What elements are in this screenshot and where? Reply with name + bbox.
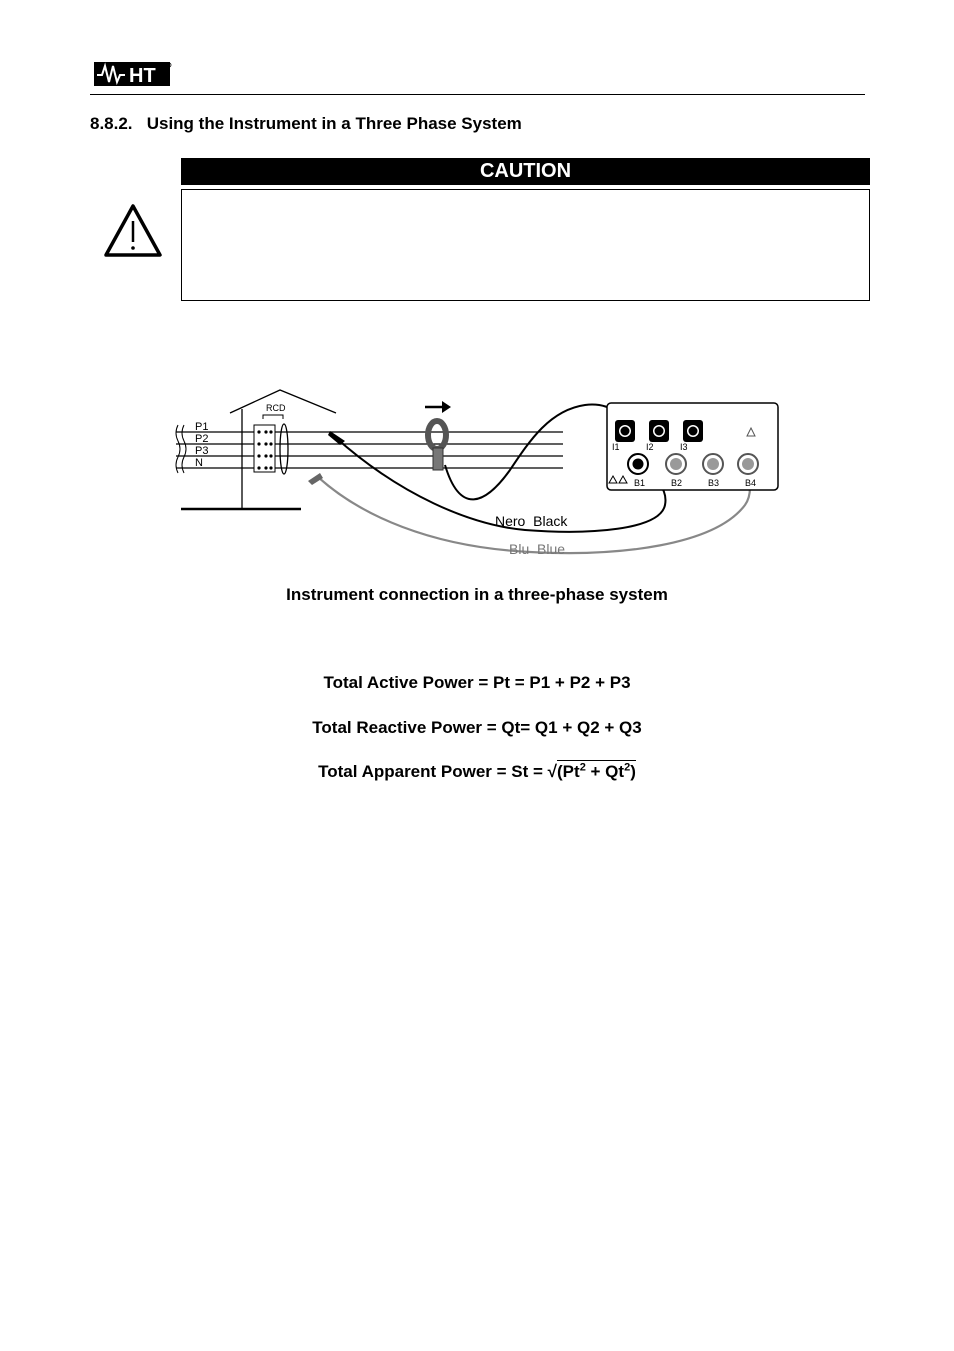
line-label-p1: P1	[195, 421, 209, 433]
clamp-cable	[445, 404, 618, 499]
clamp-input-i3: I3	[680, 442, 688, 452]
ht-logo	[93, 61, 173, 87]
terminal-b3: B3	[708, 478, 720, 488]
terminal-b2: B2	[671, 478, 683, 488]
section-heading	[90, 114, 522, 134]
conductors	[176, 432, 563, 468]
terminal-b1: B1	[634, 478, 646, 488]
apparent-prefix: Total Apparent Power = St =	[318, 762, 548, 781]
exponent-2: 2	[624, 761, 631, 774]
figure-caption: Instrument connection in a three-phase system	[286, 585, 668, 604]
line-label-p2: P2	[195, 433, 209, 445]
connection-diagram	[170, 385, 790, 570]
rcd-device	[254, 403, 288, 474]
black-lead-label: Nero Black	[495, 513, 568, 529]
instrument-panel	[607, 403, 778, 490]
warning-triangle-icon	[103, 203, 163, 259]
section-title: Using the Instrument in a Three Phase System	[146, 114, 522, 133]
formula-apparent-power	[0, 762, 954, 782]
blue-lead-label: Blu Blue	[509, 541, 566, 557]
caution-box	[181, 189, 870, 301]
sqrt-symbol: √	[547, 762, 558, 781]
line-label-n: N	[195, 457, 203, 469]
exponent-1: 2	[579, 761, 586, 774]
logo-text: HT	[129, 65, 156, 87]
rcd-label: RCD	[266, 403, 286, 413]
clamp-input-i1: I1	[612, 442, 620, 452]
caution-banner: CAUTION	[181, 158, 870, 185]
terminal-b4: B4	[745, 478, 757, 488]
current-clamp	[425, 401, 451, 470]
clamp-input-i2: I2	[646, 442, 654, 452]
formula-active-power: Total Active Power = Pt = P1 + P2 + P3	[323, 673, 631, 692]
formula-reactive-power: Total Reactive Power = Qt= Q1 + Q2 + Q3	[312, 718, 642, 737]
radicand-open: (Pt	[557, 762, 580, 781]
line-label-p3: P3	[195, 445, 209, 457]
radicand-mid: + Qt	[585, 762, 625, 781]
section-number: 8.8.2.	[90, 114, 133, 133]
sqrt-radicand	[557, 760, 636, 781]
radicand-close: )	[630, 762, 636, 781]
header-divider	[90, 94, 865, 95]
